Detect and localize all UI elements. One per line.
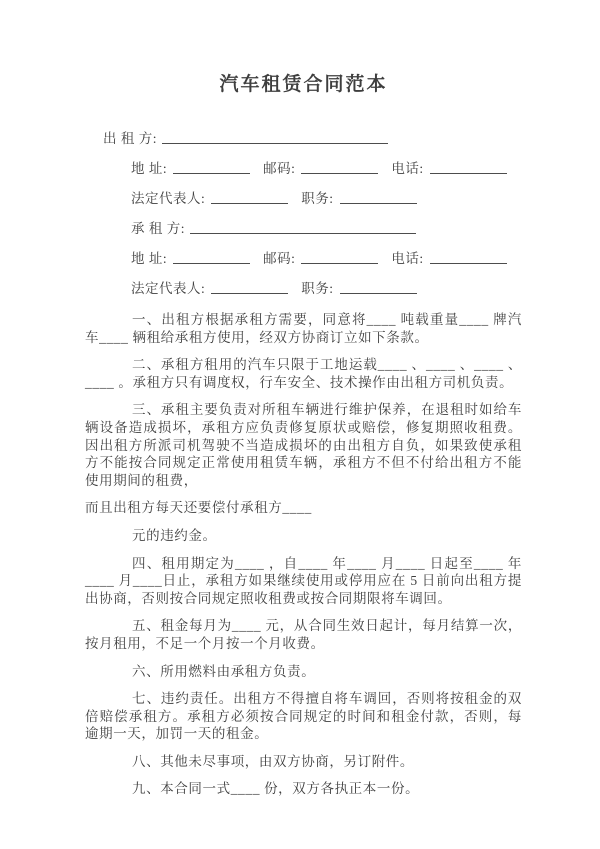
clause-8: 八、其他未尽事项，由双方协商，另订附件。 — [132, 753, 414, 769]
clause-4: 四、租用期定为____ ，自____ 年____ 月____ 日起至____ 年____ 月____日止，承租方如果继续使用或停用应在 5 日前向出租方提出协商，否则按合同规定照收租费或按合同期限将车调回。 — [85, 555, 522, 606]
parties-section — [85, 124, 522, 304]
lessee-name-blank-line — [190, 230, 416, 234]
clause-5: 五、租金每月为____ 元，从合同生效日起计，每月结算一次，按月租用，不足一个月按一个月收费。 — [85, 618, 522, 651]
lessor-postcode-label: 邮码: — [263, 161, 296, 176]
lessee-position-label: 职务: — [301, 281, 334, 296]
lessee-party-label: 承 租 方: — [131, 221, 186, 236]
lessee-postcode-blank-line — [301, 260, 378, 264]
clause-1: 一、出租方根据承租方需要，同意将____ 吨载重量____ 牌汽车____ 辆租给承租方使用，经双方协商订立如下条款。 — [85, 312, 522, 345]
lessor-legal-rep-label: 法定代表人: — [131, 191, 206, 206]
clause-3: 三、承租主要负责对所租车辆进行维护保养，在退租时如给车辆设备造成损坏，承租方应负责修复原状或赔偿，修复期照收租费。因出租方所派司机驾驶不当造成损坏的由出租方自负，如果致使承租方不能按合同规定正常使用租赁车辆，承租方不但不付给出租方不能使用期间的租费， — [85, 402, 522, 488]
lessor-legal-rep-row — [131, 184, 522, 214]
lessor-address-blank-line — [173, 170, 250, 174]
lessee-phone-label: 电话: — [391, 251, 424, 266]
lessor-phone-label: 电话: — [391, 161, 424, 176]
lessee-name-row — [131, 214, 522, 244]
lessor-phone-blank-line — [430, 170, 507, 174]
clause-6: 六、所用燃料由承租方负责。 — [132, 663, 316, 679]
clause-3-continuation-1: 而且出租方每天还要偿付承租方____ — [85, 500, 312, 516]
lessee-position-blank-line — [340, 290, 417, 294]
clause-2: 二、承租方租用的汽车只限于工地运载____ 、____ 、____ 、____ 。承租方只有调度权，行车安全、技术操作由出租方司机负责。 — [85, 357, 522, 390]
lessee-postcode-label: 邮码: — [263, 251, 296, 266]
lessee-legal-rep-row — [131, 274, 522, 304]
lessor-postcode-blank-line — [301, 170, 378, 174]
lessor-position-label: 职务: — [301, 191, 334, 206]
document-title: 汽车租赁合同范本 — [219, 74, 388, 95]
lessee-legal-rep-blank-line — [211, 290, 288, 294]
lessor-legal-rep-blank-line — [211, 200, 288, 204]
clause-3-continuation-2: 元的违约金。 — [132, 527, 217, 543]
lessee-legal-rep-label: 法定代表人: — [131, 281, 206, 296]
lessor-name-blank-line — [162, 140, 388, 144]
lessor-address-row — [131, 154, 522, 184]
lessor-name-row — [103, 124, 522, 154]
contract-clauses — [85, 311, 522, 798]
lessor-position-blank-line — [340, 200, 417, 204]
clause-9: 九、本合同一式____ 份，双方各执正本一份。 — [132, 781, 420, 797]
lessee-address-blank-line — [173, 260, 250, 264]
lessee-address-label: 地 址: — [131, 251, 168, 266]
clause-7: 七、违约责任。出租方不得擅自将车调回，否则将按租金的双倍赔偿承租方。承租方必须按合同规定的时间和租金付款，否则，每逾期一天，加罚一天的租金。 — [85, 691, 522, 742]
lessor-party-label: 出 租 方: — [103, 131, 158, 146]
lessee-address-row — [131, 244, 522, 274]
lessee-phone-blank-line — [430, 260, 507, 264]
lessor-address-label: 地 址: — [131, 161, 168, 176]
